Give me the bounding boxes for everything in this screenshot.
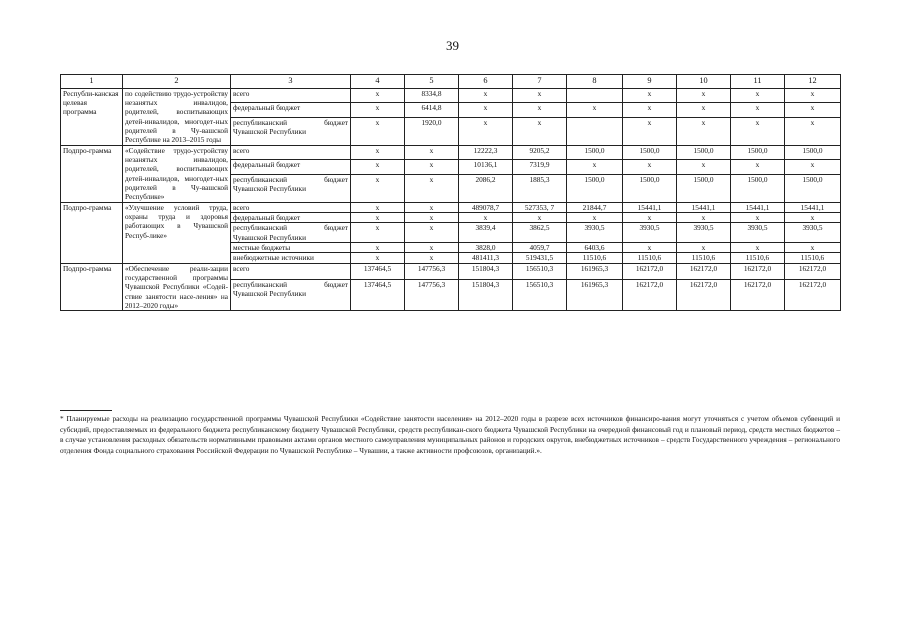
amount-cell: 15441,1 xyxy=(623,202,677,212)
table-row xyxy=(61,88,841,103)
amount-cell: х xyxy=(351,174,405,202)
amount-cell: 1920,0 xyxy=(405,117,459,145)
amount-cell: 3930,5 xyxy=(731,223,785,243)
amount-cell: 162172,0 xyxy=(785,279,841,310)
amount-cell: х xyxy=(351,88,405,103)
footnote: * Планируемые расходы на реализацию государственной программы Чувашской Республики «Содействие занятости населения» на 2012–2020 годы в разрезе всех источников финансиро-вания могут уточняться с учетом объемов субвенций и субсидий, предоставляемых из федерального бюджета республиканскому бюджету Чувашской Республики, средств республикан-ского бюджета Чувашской Республики на очередной финансовый год и плановый период, средств местных бюджетов – в случае установления расходных обязательств нормативными правовыми актами органов местного самоуправления муниципальных районов и городских округов, внебюджетных источников – средств Государственного учреждения – регионального отделения Фонда социального страхования Российской Федерации по Чувашской Республике – Чувашии, а также активности профсоюзов, организаций.». xyxy=(60,414,840,455)
amount-cell: х xyxy=(405,174,459,202)
amount-cell: 3930,5 xyxy=(567,223,623,243)
amount-cell: х xyxy=(785,88,841,103)
column-number: 12 xyxy=(785,75,841,89)
amount-cell: 156510,3 xyxy=(513,263,567,279)
amount-cell: 4059,7 xyxy=(513,242,567,252)
amount-cell: х xyxy=(785,160,841,175)
amount-cell: х xyxy=(351,212,405,222)
amount-cell: 21844,7 xyxy=(567,202,623,212)
amount-cell: 9205,2 xyxy=(513,145,567,160)
amount-cell: х xyxy=(459,103,513,118)
program-name-cell: «Содействие трудо-устройству незанятых инвалидов, родителей, воспитывающих детей-инвалидов, многодет-ных родителей в Чу-вашской Республике» xyxy=(123,145,231,202)
funding-source-cell: федеральный бюджет xyxy=(231,212,351,222)
amount-cell: х xyxy=(677,160,731,175)
amount-cell: 162172,0 xyxy=(785,263,841,279)
amount-cell: х xyxy=(731,103,785,118)
column-number: 6 xyxy=(459,75,513,89)
amount-cell: 156510,3 xyxy=(513,279,567,310)
amount-cell: 3930,5 xyxy=(785,223,841,243)
amount-cell: 11510,6 xyxy=(785,253,841,263)
amount-cell: 162172,0 xyxy=(731,279,785,310)
column-number: 10 xyxy=(677,75,731,89)
amount-cell: 12222,3 xyxy=(459,145,513,160)
amount-cell: х xyxy=(567,160,623,175)
amount-cell: х xyxy=(351,242,405,252)
amount-cell: х xyxy=(677,117,731,145)
amount-cell: 1500,0 xyxy=(731,174,785,202)
amount-cell: 1500,0 xyxy=(623,174,677,202)
amount-cell: 11510,6 xyxy=(567,253,623,263)
table-row xyxy=(61,145,841,160)
amount-cell: 489078,7 xyxy=(459,202,513,212)
amount-cell: 3862,5 xyxy=(513,223,567,243)
footnote-divider xyxy=(60,410,112,411)
amount-cell xyxy=(567,88,623,103)
amount-cell: 1885,3 xyxy=(513,174,567,202)
amount-cell: х xyxy=(405,242,459,252)
column-number: 7 xyxy=(513,75,567,89)
funding-source-cell: всего xyxy=(231,202,351,212)
amount-cell: х xyxy=(677,88,731,103)
amount-cell: х xyxy=(459,88,513,103)
amount-cell: 6403,6 xyxy=(567,242,623,252)
amount-cell: х xyxy=(513,117,567,145)
amount-cell: х xyxy=(785,212,841,222)
amount-cell: 162172,0 xyxy=(731,263,785,279)
funding-source-cell: всего xyxy=(231,263,351,279)
amount-cell: х xyxy=(623,212,677,222)
amount-cell: 10136,1 xyxy=(459,160,513,175)
amount-cell: 527353, 7 xyxy=(513,202,567,212)
program-type-cell: Республи-канская целевая программа xyxy=(61,88,123,145)
amount-cell: х xyxy=(623,103,677,118)
amount-cell: х xyxy=(785,103,841,118)
amount-cell: х xyxy=(405,223,459,243)
amount-cell: х xyxy=(623,117,677,145)
program-type-cell: Подпро-грамма xyxy=(61,145,123,202)
amount-cell: х xyxy=(351,145,405,160)
page-number: 39 xyxy=(446,38,459,53)
amount-cell: х xyxy=(351,223,405,243)
amount-cell: х xyxy=(459,117,513,145)
column-number: 1 xyxy=(61,75,123,89)
program-type-cell: Подпро-грамма xyxy=(61,202,123,263)
funding-source-cell: федеральный бюджет xyxy=(231,160,351,175)
amount-cell: 151804,3 xyxy=(459,279,513,310)
column-number: 11 xyxy=(731,75,785,89)
column-number: 4 xyxy=(351,75,405,89)
program-name-cell: по содействию трудо-устройству незанятых инвалидов, родителей, воспитывающих детей-инвалидов, многодет-ных родителей в Чу-вашской Республике на 2013–2015 годы xyxy=(123,88,231,145)
amount-cell: 15441,1 xyxy=(677,202,731,212)
column-number: 2 xyxy=(123,75,231,89)
funding-source-cell: местные бюджеты xyxy=(231,242,351,252)
amount-cell: 3930,5 xyxy=(677,223,731,243)
funding-source-cell: федеральный бюджет xyxy=(231,103,351,118)
amount-cell: х xyxy=(677,212,731,222)
amount-cell: 162172,0 xyxy=(677,263,731,279)
amount-cell: 147756,3 xyxy=(405,279,459,310)
amount-cell: 1500,0 xyxy=(785,174,841,202)
amount-cell: 161965,3 xyxy=(567,279,623,310)
amount-cell: 137464,5 xyxy=(351,279,405,310)
amount-cell: х xyxy=(785,242,841,252)
funding-source-cell: республиканский бюджет Чувашской Республики xyxy=(231,279,351,310)
amount-cell: 15441,1 xyxy=(785,202,841,212)
amount-cell: х xyxy=(513,103,567,118)
amount-cell: х xyxy=(351,202,405,212)
amount-cell: 1500,0 xyxy=(677,174,731,202)
amount-cell: х xyxy=(351,160,405,175)
amount-cell xyxy=(567,117,623,145)
amount-cell: х xyxy=(567,212,623,222)
amount-cell: х xyxy=(731,242,785,252)
table-row xyxy=(61,263,841,279)
funding-source-cell: всего xyxy=(231,88,351,103)
column-number: 9 xyxy=(623,75,677,89)
amount-cell: х xyxy=(731,88,785,103)
amount-cell: х xyxy=(731,117,785,145)
amount-cell: х xyxy=(459,212,513,222)
amount-cell: 1500,0 xyxy=(567,145,623,160)
amount-cell: 1500,0 xyxy=(677,145,731,160)
funding-source-cell: республиканский бюджет Чувашской Республики xyxy=(231,223,351,243)
funding-source-cell: республиканский бюджет Чувашской Республики xyxy=(231,174,351,202)
column-number-row xyxy=(61,75,841,89)
amount-cell: 1500,0 xyxy=(623,145,677,160)
amount-cell: 11510,6 xyxy=(731,253,785,263)
column-number: 8 xyxy=(567,75,623,89)
table-row xyxy=(61,202,841,212)
amount-cell: х xyxy=(731,160,785,175)
financing-table xyxy=(60,74,841,311)
program-type-cell: Подпро-грамма xyxy=(61,263,123,311)
amount-cell: 151804,3 xyxy=(459,263,513,279)
amount-cell: 162172,0 xyxy=(623,263,677,279)
amount-cell: 137464,5 xyxy=(351,263,405,279)
amount-cell: 147756,3 xyxy=(405,263,459,279)
amount-cell: 3839,4 xyxy=(459,223,513,243)
amount-cell: х xyxy=(513,88,567,103)
amount-cell: 1500,0 xyxy=(785,145,841,160)
amount-cell: х xyxy=(405,145,459,160)
amount-cell: 8334,8 xyxy=(405,88,459,103)
amount-cell: 3930,5 xyxy=(623,223,677,243)
program-name-cell: «Обеспечение реали-зации государственной программы Чувашской Республики «Содей-ствие занятости насе-ления» на 2012–2020 годы» xyxy=(123,263,231,311)
amount-cell: 481411,3 xyxy=(459,253,513,263)
amount-cell: х xyxy=(405,160,459,175)
amount-cell: х xyxy=(623,242,677,252)
amount-cell: 7319,9 xyxy=(513,160,567,175)
amount-cell: х xyxy=(677,242,731,252)
amount-cell: х xyxy=(351,117,405,145)
amount-cell: 162172,0 xyxy=(677,279,731,310)
program-name-cell: «Улучшение условий труда, охраны труда и здоровья работающих в Чувашской Респуб-лике» xyxy=(123,202,231,263)
amount-cell: х xyxy=(405,253,459,263)
amount-cell: х xyxy=(351,103,405,118)
amount-cell: 15441,1 xyxy=(731,202,785,212)
funding-source-cell: республиканский бюджет Чувашской Республики xyxy=(231,117,351,145)
column-number: 5 xyxy=(405,75,459,89)
amount-cell: х xyxy=(567,103,623,118)
amount-cell: х xyxy=(623,88,677,103)
amount-cell: 11510,6 xyxy=(623,253,677,263)
column-number: 3 xyxy=(231,75,351,89)
funding-source-cell: всего xyxy=(231,145,351,160)
amount-cell: 519431,5 xyxy=(513,253,567,263)
amount-cell: 2086,2 xyxy=(459,174,513,202)
amount-cell: х xyxy=(351,253,405,263)
amount-cell: х xyxy=(405,212,459,222)
funding-source-cell: внебюджетные источники xyxy=(231,253,351,263)
amount-cell: х xyxy=(513,212,567,222)
amount-cell: 162172,0 xyxy=(623,279,677,310)
amount-cell: 161965,3 xyxy=(567,263,623,279)
amount-cell: 1500,0 xyxy=(567,174,623,202)
amount-cell: х xyxy=(623,160,677,175)
amount-cell: 1500,0 xyxy=(731,145,785,160)
amount-cell: 3828,0 xyxy=(459,242,513,252)
amount-cell: 11510,6 xyxy=(677,253,731,263)
amount-cell: 6414,8 xyxy=(405,103,459,118)
amount-cell: х xyxy=(731,212,785,222)
amount-cell: х xyxy=(785,117,841,145)
amount-cell: х xyxy=(677,103,731,118)
amount-cell: х xyxy=(405,202,459,212)
